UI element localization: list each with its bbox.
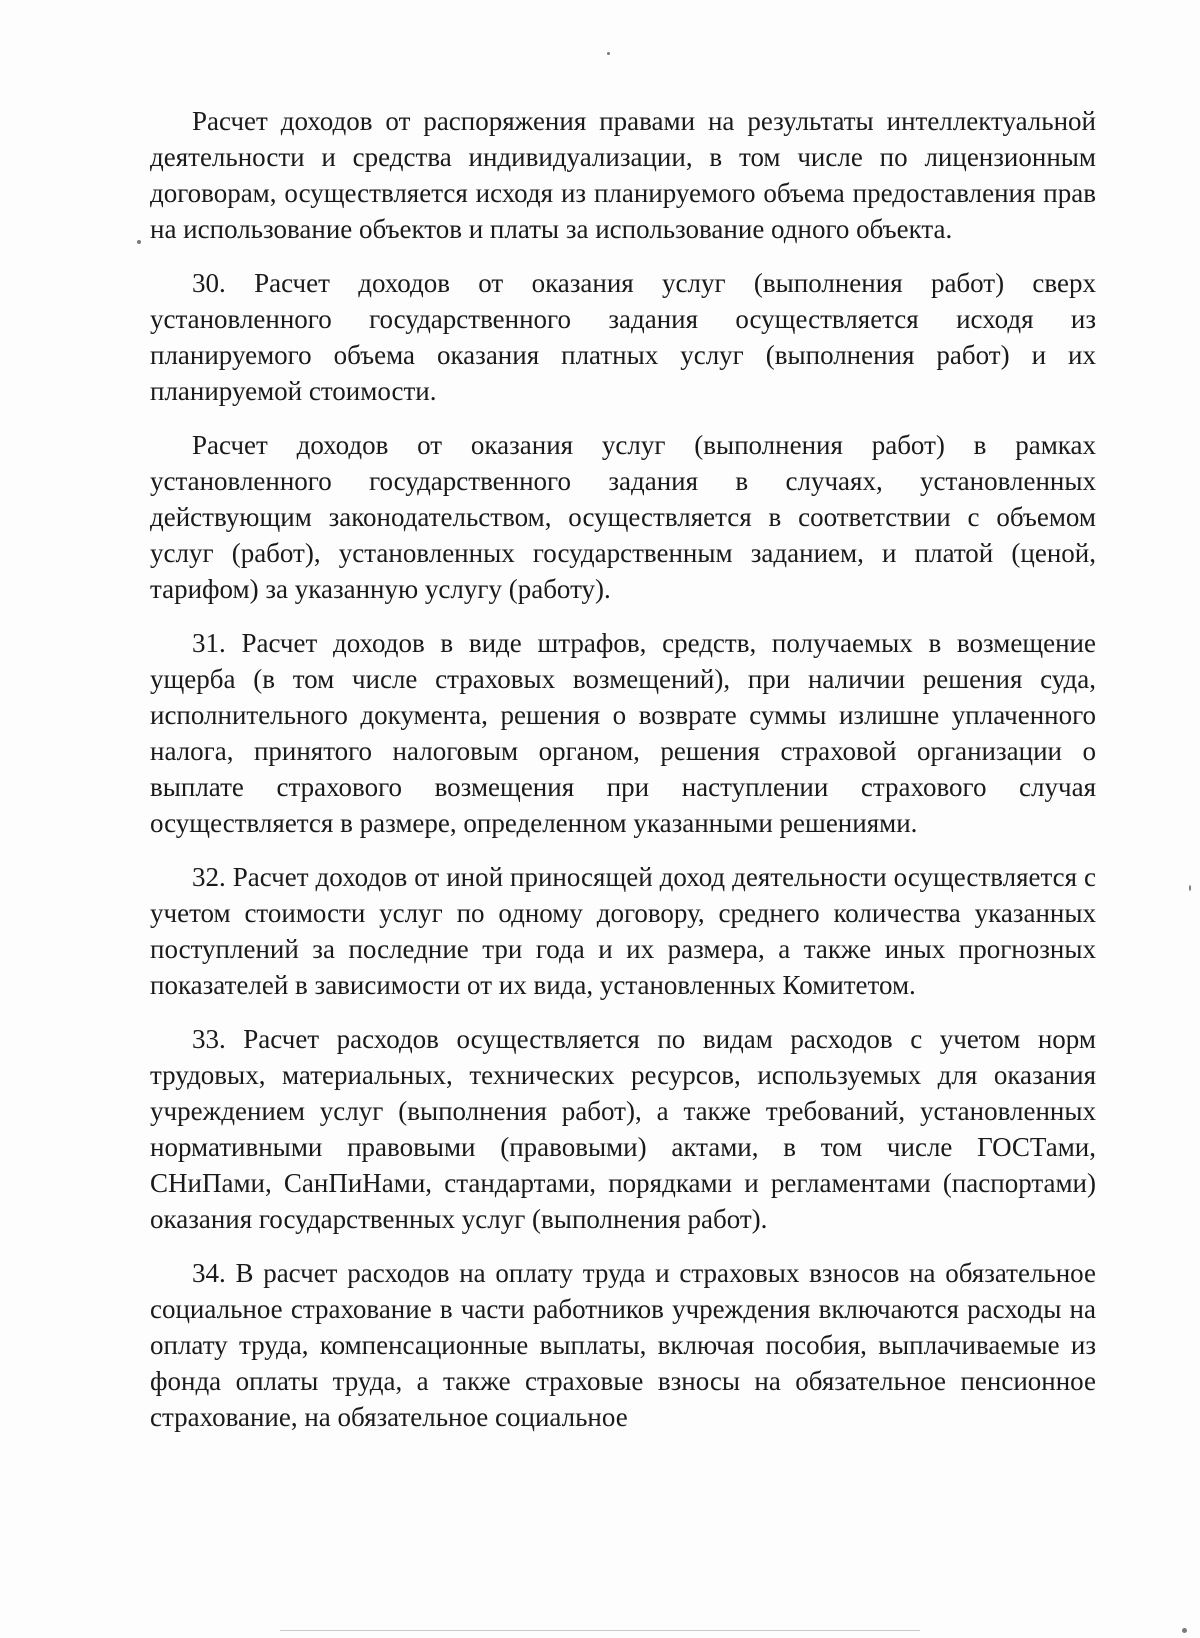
paragraph-state-assignment: Расчет доходов от оказания услуг (выполнения работ) в рамках установленного государственного задания в случаях, установленных действующим законодательством, осуществляется в соответствии с объемом услуг (работ), установленных государственным заданием, и платой (ценой, тарифом) за указанную услугу (работу).: [150, 430, 1096, 604]
paragraph-32: 32. Расчет доходов от иной приносящей доход деятельности осуществляется с учетом стоимости услуг по одному договору, среднего количества указанных поступлений за последние три года и их размера, а также иных прогнозных показателей в зависимости от их вида, установленных Комитетом.: [150, 862, 1096, 1000]
scan-speck: [1182, 1628, 1187, 1633]
scan-speck: [137, 240, 141, 244]
paragraph-33: 33. Расчет расходов осуществляется по видам расходов с учетом норм трудовых, материальных, технических ресурсов, используемых для оказания учреждением услуг (выполнения работ), а также требований, установленных нормативными правовыми (правовыми) актами, в том числе ГОСТами, СНиПами, СанПиНами, стандартами, порядками и регламентами (паспортами) оказания государственных услуг (выполнения работ).: [150, 1024, 1096, 1234]
paragraph-31: 31. Расчет доходов в виде штрафов, средств, получаемых в возмещение ущерба (в том числе страховых возмещений), при наличии решения суда, исполнительного документа, решения о возврате суммы излишне уплаченного налога, принятого налоговым органом, решения страховой организации о выплате страхового возмещения при наступлении страхового случая осуществляется в размере, определенном указанными решениями.: [150, 628, 1096, 838]
scan-speck: [1189, 885, 1191, 891]
paragraph-ip-revenue: Расчет доходов от распоряжения правами на результаты интеллектуальной деятельности и средства индивидуализации, в том числе по лицензионным договорам, осуществляется исходя из планируемого объема предоставления прав на использование объектов и платы за использование одного объекта.: [150, 106, 1096, 244]
scan-speck: [607, 52, 610, 55]
paragraph-30: 30. Расчет доходов от оказания услуг (выполнения работ) сверх установленного государственного задания осуществляется исходя из планируемого объема оказания платных услуг (выполнения работ) и их планируемой стоимости.: [150, 268, 1096, 406]
scan-bottom-edge: [280, 1630, 920, 1631]
paragraph-34: 34. В расчет расходов на оплату труда и страховых взносов на обязательное социальное страхование в части работников учреждения включаются расходы на оплату труда, компенсационные выплаты, включая пособия, выплачиваемые из фонда оплаты труда, а также страховые взносы на обязательное пенсионное страхование, на обязательное социальное: [150, 1258, 1096, 1432]
document-body: [150, 103, 1096, 1435]
